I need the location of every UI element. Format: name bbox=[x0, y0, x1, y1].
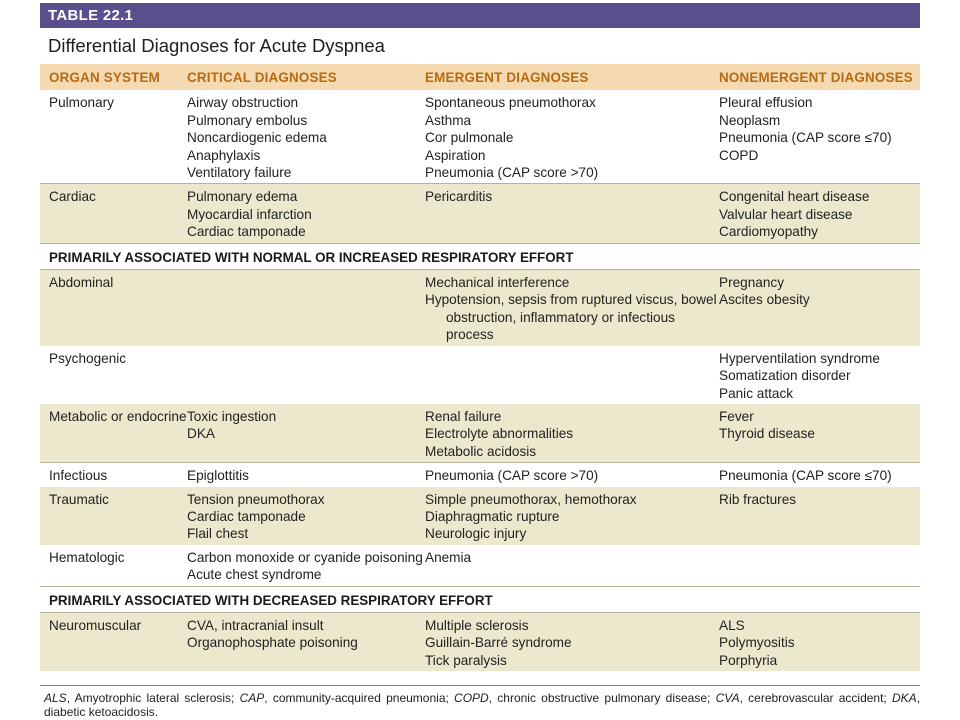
footnote-abbr: COPD bbox=[454, 691, 489, 705]
cell-critical bbox=[187, 184, 425, 243]
cell-organ bbox=[40, 270, 187, 346]
diagnosis-item: Toxic ingestion bbox=[187, 408, 277, 424]
diagnosis-item: Panic attack bbox=[719, 385, 794, 401]
footnote-definition: Amyotrophic lateral sclerosis; bbox=[74, 691, 240, 705]
cell-critical bbox=[187, 90, 425, 184]
diagnosis-item: Carbon monoxide or cyanide poisoning bbox=[187, 549, 423, 565]
cell-emergent bbox=[425, 612, 719, 671]
cell-emergent bbox=[425, 90, 719, 184]
header-critical: CRITICAL DIAGNOSES bbox=[187, 64, 425, 90]
diagnosis-item: DKA bbox=[187, 426, 215, 442]
table-body bbox=[40, 90, 920, 671]
footnote-definition: chronic obstructive pulmonary disease; bbox=[497, 691, 716, 705]
diagnosis-item: Flail chest bbox=[187, 526, 249, 542]
diagnosis-item: Pulmonary edema bbox=[187, 189, 298, 205]
diagnosis-item: Pneumonia (CAP score ≤70) bbox=[719, 468, 892, 484]
cell-emergent bbox=[425, 184, 719, 243]
table-row bbox=[40, 346, 920, 404]
cell-organ bbox=[40, 184, 187, 243]
diagnosis-item: Guillain-Barré syndrome bbox=[425, 635, 572, 651]
cell-organ bbox=[40, 90, 187, 184]
diagnosis-item: Diaphragmatic rupture bbox=[425, 508, 560, 524]
cell-nonemergent bbox=[719, 270, 920, 346]
section-header-row bbox=[40, 586, 920, 612]
organ-system-label: Abdominal bbox=[49, 275, 114, 291]
cell-critical bbox=[187, 463, 425, 487]
organ-system-label: Cardiac bbox=[49, 189, 96, 205]
cell-critical bbox=[187, 404, 425, 463]
diagnosis-item: Ascites obesity bbox=[719, 292, 810, 308]
diagnosis-item: Epiglottitis bbox=[187, 468, 249, 484]
cell-organ bbox=[40, 404, 187, 463]
diagnosis-item: Somatization disorder bbox=[719, 368, 851, 384]
table-title: Differential Diagnoses for Acute Dyspnea bbox=[48, 35, 385, 56]
footnote-abbr: CVA bbox=[715, 691, 740, 705]
cell-organ bbox=[40, 487, 187, 545]
footnote-abbr: ALS bbox=[44, 691, 67, 705]
cell-nonemergent bbox=[719, 184, 920, 243]
organ-system-label: Traumatic bbox=[49, 491, 109, 507]
diagnosis-item: COPD bbox=[719, 147, 759, 163]
diagnosis-item: Ventilatory failure bbox=[187, 165, 292, 181]
diagnosis-item: Multiple sclerosis bbox=[425, 617, 529, 633]
diagnosis-item: Hypotension, sepsis from ruptured viscus, bowel bbox=[425, 292, 717, 308]
diagnosis-item: process bbox=[446, 327, 494, 343]
footnote-definition: community-acquired pneumonia; bbox=[272, 691, 455, 705]
organ-system-label: Neuromuscular bbox=[49, 617, 142, 633]
cell-emergent bbox=[425, 545, 719, 586]
cell-nonemergent bbox=[719, 90, 920, 184]
cell-critical bbox=[187, 270, 425, 346]
cell-critical bbox=[187, 346, 425, 404]
cell-emergent bbox=[425, 270, 719, 346]
footnote-abbr: DKA bbox=[892, 691, 917, 705]
organ-system-label: Hematologic bbox=[49, 549, 125, 565]
diagnosis-item: Acute chest syndrome bbox=[187, 567, 322, 583]
cell-nonemergent bbox=[719, 612, 920, 671]
table-row bbox=[40, 545, 920, 586]
diagnosis-item: Pulmonary embolus bbox=[187, 112, 308, 128]
diagnosis-item: Metabolic acidosis bbox=[425, 443, 537, 459]
table-label: TABLE 22.1 bbox=[40, 3, 920, 28]
cell-nonemergent bbox=[719, 463, 920, 487]
diagnosis-item: Airway obstruction bbox=[187, 95, 299, 111]
diagnosis-item: Noncardiogenic edema bbox=[187, 130, 327, 146]
diagnosis-item: Congenital heart disease bbox=[719, 189, 870, 205]
diagnosis-item: Tick paralysis bbox=[425, 652, 507, 668]
cell-nonemergent bbox=[719, 487, 920, 545]
diagnosis-item: Mechanical interference bbox=[425, 275, 570, 291]
diagnosis-item: Cardiomyopathy bbox=[719, 224, 818, 240]
section-header: PRIMARILY ASSOCIATED WITH DECREASED RESPIRATORY EFFORT bbox=[40, 586, 920, 612]
header-row bbox=[40, 64, 920, 90]
diagnosis-item: Polymyositis bbox=[719, 635, 795, 651]
table-row bbox=[40, 463, 920, 487]
diagnosis-item: Neurologic injury bbox=[425, 526, 527, 542]
footnote-abbr: CAP bbox=[239, 691, 265, 705]
section-header: PRIMARILY ASSOCIATED WITH NORMAL OR INCREASED RESPIRATORY EFFORT bbox=[40, 243, 920, 269]
table-row bbox=[40, 404, 920, 463]
organ-system-label: Pulmonary bbox=[49, 95, 114, 111]
cell-emergent bbox=[425, 487, 719, 545]
cell-critical bbox=[187, 612, 425, 671]
organ-system-label: Psychogenic bbox=[49, 350, 127, 366]
bottom-rule bbox=[40, 685, 920, 686]
diagnosis-item: Myocardial infarction bbox=[187, 206, 312, 222]
diagnosis-item: Anaphylaxis bbox=[187, 147, 261, 163]
cell-critical bbox=[187, 487, 425, 545]
diagnosis-item: CVA, intracranial insult bbox=[187, 617, 324, 633]
organ-system-label: Infectious bbox=[49, 468, 108, 484]
diagnosis-item: obstruction, inflammatory or infectious bbox=[446, 309, 675, 325]
footnote: ALS, Amyotrophic lateral sclerosis; CAP, community-acquired pneumonia; COPD, chronic obstructive pulmonary disease; CVA, cerebrovascular accident; DKA, diabetic ketoacidosis. bbox=[44, 691, 921, 719]
diagnosis-item: Simple pneumothorax, hemothorax bbox=[425, 491, 637, 507]
diagnosis-item: Organophosphate poisoning bbox=[187, 635, 358, 651]
table-row bbox=[40, 612, 920, 671]
cell-organ bbox=[40, 612, 187, 671]
diagnosis-item: Renal failure bbox=[425, 408, 502, 424]
diagnosis-item: Valvular heart disease bbox=[719, 206, 853, 222]
diagnosis-item: Electrolyte abnormalities bbox=[425, 426, 574, 442]
diagnosis-item: Pleural effusion bbox=[719, 95, 813, 111]
cell-emergent bbox=[425, 463, 719, 487]
diagnosis-item: Rib fractures bbox=[719, 491, 797, 507]
diagnosis-item: Cardiac tamponade bbox=[187, 508, 306, 524]
table-row bbox=[40, 270, 920, 346]
diagnosis-item: Cor pulmonale bbox=[425, 130, 514, 146]
diagnosis-item: Pneumonia (CAP score >70) bbox=[425, 468, 599, 484]
diagnosis-item: Pericarditis bbox=[425, 189, 493, 205]
cell-nonemergent bbox=[719, 346, 920, 404]
table-row bbox=[40, 90, 920, 184]
diagnosis-item: Neoplasm bbox=[719, 112, 781, 128]
diagnosis-item: Fever bbox=[719, 408, 754, 424]
diagnosis-item: Pregnancy bbox=[719, 275, 784, 291]
diagnosis-item: Hyperventilation syndrome bbox=[719, 350, 880, 366]
diagnosis-item: Pneumonia (CAP score ≤70) bbox=[719, 130, 892, 146]
diagnosis-item: Pneumonia (CAP score >70) bbox=[425, 165, 599, 181]
cell-emergent bbox=[425, 404, 719, 463]
table-row bbox=[40, 184, 920, 243]
cell-nonemergent bbox=[719, 545, 920, 586]
header-organ-system: ORGAN SYSTEM bbox=[40, 64, 187, 90]
diagnosis-item: Asthma bbox=[425, 112, 472, 128]
cell-nonemergent bbox=[719, 404, 920, 463]
diagnosis-item: Anemia bbox=[425, 549, 472, 565]
cell-organ bbox=[40, 346, 187, 404]
diagnosis-item: Tension pneumothorax bbox=[187, 491, 325, 507]
table-frame bbox=[40, 64, 920, 671]
diagnosis-item: Cardiac tamponade bbox=[187, 224, 306, 240]
diagnosis-item: Thyroid disease bbox=[719, 426, 815, 442]
diagnosis-item: Porphyria bbox=[719, 652, 778, 668]
diagnosis-item: Aspiration bbox=[425, 147, 486, 163]
diagnoses-table bbox=[40, 64, 920, 671]
cell-organ bbox=[40, 545, 187, 586]
footnote-definition: diabetic ketoacidosis. bbox=[44, 705, 159, 719]
header-nonemergent: NONEMERGENT DIAGNOSES bbox=[719, 64, 920, 90]
footnote-definition: cerebrovascular accident; bbox=[748, 691, 892, 705]
organ-system-label: Metabolic or endocrine bbox=[49, 408, 187, 424]
diagnosis-item: ALS bbox=[719, 617, 745, 633]
table-row bbox=[40, 487, 920, 545]
header-emergent: EMERGENT DIAGNOSES bbox=[425, 64, 719, 90]
section-header-row bbox=[40, 243, 920, 269]
cell-critical bbox=[187, 545, 425, 586]
cell-organ bbox=[40, 463, 187, 487]
cell-emergent bbox=[425, 346, 719, 404]
diagnosis-item: Spontaneous pneumothorax bbox=[425, 95, 596, 111]
